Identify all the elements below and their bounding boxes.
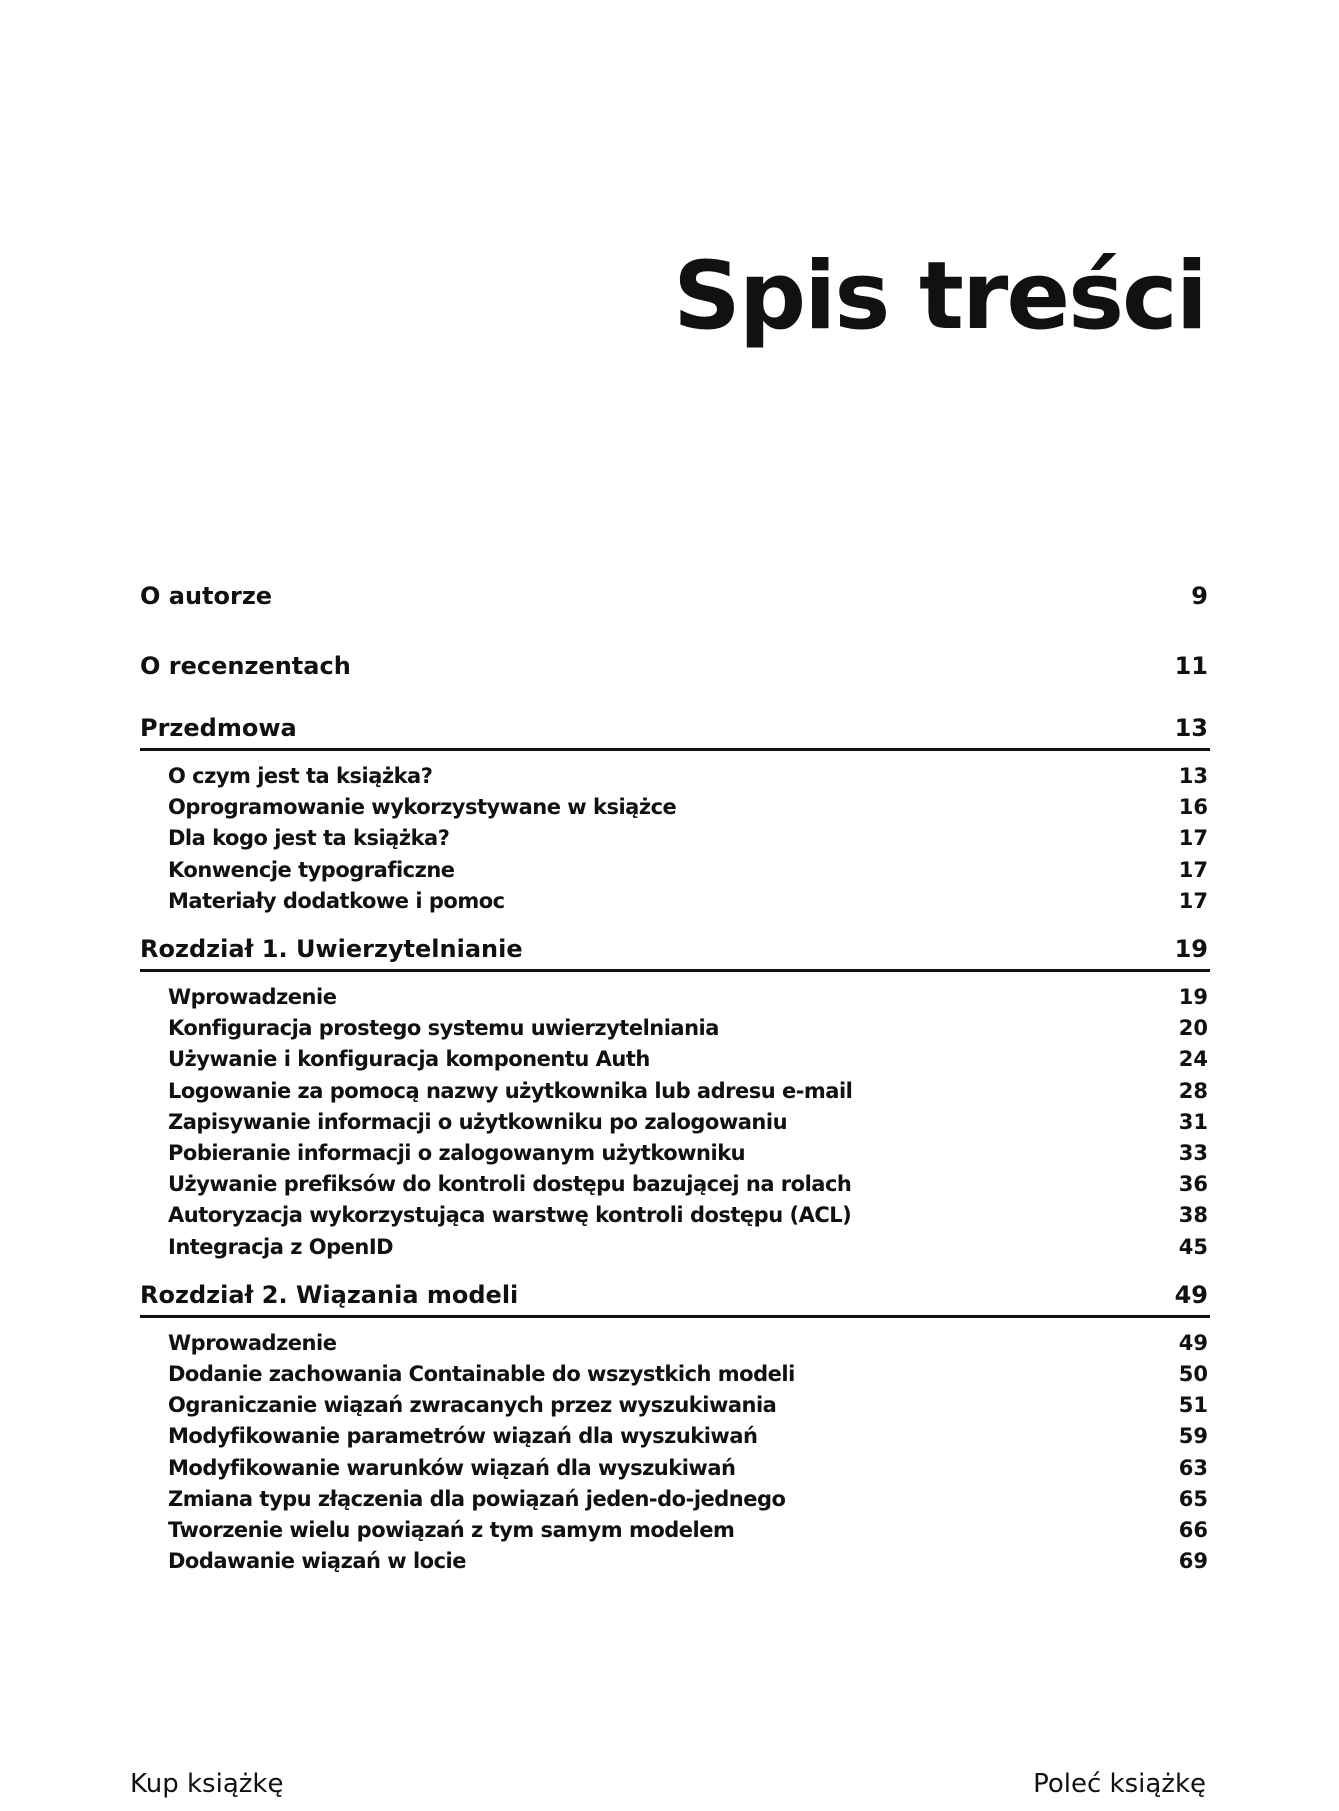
section-page: 45 [1178,1234,1208,1259]
section-title: Autoryzacja wykorzystująca warstwę kontroli dostępu (ACL) [168,1203,852,1228]
section-title: Wprowadzenie [168,985,337,1010]
section-page: 17 [1178,857,1208,882]
chapter-page: 19 [1174,935,1208,964]
toc-section [140,1484,1210,1515]
toc-section [140,1169,1210,1200]
toc-section [140,1328,1210,1359]
toc-section [140,761,1210,792]
section-page: 20 [1178,1016,1208,1041]
section-page: 31 [1178,1109,1208,1134]
chapter-page: 49 [1174,1280,1208,1309]
section-title: Zapisywanie informacji o użytkowniku po zalogowaniu [168,1109,788,1134]
toc-section [140,1359,1210,1390]
toc-entry-reviewers [140,640,1210,710]
toc-entry-label: O recenzentach [140,652,351,680]
toc-section [140,1107,1210,1138]
table-of-contents [140,570,1210,1591]
section-title: Logowanie za pomocą nazwy użytkownika lub adresu e-mail [168,1078,853,1103]
toc-section [140,855,1210,886]
section-page: 13 [1178,764,1208,788]
section-page: 66 [1178,1518,1208,1543]
section-title: Używanie prefiksów do kontroli dostępu bazującej na rolach [168,1172,852,1197]
section-title: Tworzenie wielu powiązań z tym samym modelem [168,1518,735,1543]
section-page: 28 [1178,1078,1208,1103]
toc-entry-label: O autorze [140,582,273,610]
section-page: 38 [1178,1203,1208,1228]
toc-section [140,1076,1210,1107]
section-title: Dodawanie wiązań w locie [168,1549,466,1574]
chapter-title: Rozdział 1. Uwierzytelnianie [140,935,523,964]
recommend-book-link[interactable]: Poleć książkę [1033,1769,1206,1799]
section-title: Integracja z OpenID [168,1234,394,1259]
chapter-title: Przedmowa [140,714,297,742]
chapter-title: Rozdział 2. Wiązania modeli [140,1280,519,1309]
section-page: 63 [1178,1455,1208,1480]
toc-section [140,1013,1210,1044]
section-page: 19 [1178,985,1208,1010]
section-page: 50 [1178,1362,1208,1387]
section-title: Używanie i konfiguracja komponentu Auth [168,1047,650,1072]
toc-section [140,1546,1210,1577]
toc-section [140,1138,1210,1169]
section-title: Zmiana typu złączenia dla powiązań jeden-do-jednego [168,1486,786,1511]
section-title: Wprowadzenie [168,1330,337,1355]
section-page: 65 [1178,1486,1208,1511]
toc-section [140,1044,1210,1075]
toc-section [140,1232,1210,1263]
section-title: Dla kogo jest ta książka? [168,826,450,851]
toc-section [140,1421,1210,1452]
toc-section [140,1515,1210,1546]
toc-chapter-2 [140,1277,1210,1578]
section-title: Dodanie zachowania Containable do wszystkich modeli [168,1362,795,1387]
section-page: 24 [1178,1047,1208,1072]
toc-section [140,982,1210,1013]
section-page: 33 [1178,1141,1208,1166]
toc-section [140,1390,1210,1421]
chapter-heading [140,931,1210,972]
toc-chapter-preface [140,710,1210,917]
section-title: O czym jest ta książka? [168,764,433,788]
section-title: Konwencje typograficzne [168,857,455,882]
buy-book-link[interactable]: Kup książkę [130,1769,284,1799]
page-title: Spis treści [673,242,1206,351]
section-page: 69 [1178,1549,1208,1574]
section-title: Modyfikowanie parametrów wiązań dla wyszukiwań [168,1424,758,1449]
section-page: 16 [1178,795,1208,820]
section-title: Ograniczanie wiązań zwracanych przez wyszukiwania [168,1393,777,1418]
section-title: Pobieranie informacji o zalogowanym użytkowniku [168,1141,746,1166]
toc-chapter-1 [140,931,1210,1263]
section-title: Konfiguracja prostego systemu uwierzytelniania [168,1016,719,1041]
section-page: 49 [1178,1330,1208,1355]
section-page: 17 [1178,826,1208,851]
section-page: 51 [1178,1393,1208,1418]
section-page: 36 [1178,1172,1208,1197]
toc-section [140,823,1210,854]
toc-entry-about-author [140,570,1210,640]
section-page: 17 [1178,888,1208,913]
chapter-page: 13 [1174,714,1208,742]
toc-section [140,1200,1210,1231]
toc-entry-page: 9 [1191,582,1208,610]
section-title: Oprogramowanie wykorzystywane w książce [168,795,677,820]
toc-entry-page: 11 [1174,652,1208,680]
section-page: 59 [1178,1424,1208,1449]
chapter-heading [140,710,1210,751]
section-title: Modyfikowanie warunków wiązań dla wyszukiwań [168,1455,736,1480]
section-title: Materiały dodatkowe i pomoc [168,888,505,913]
chapter-heading [140,1277,1210,1318]
toc-section [140,792,1210,823]
toc-section [140,886,1210,917]
toc-section [140,1453,1210,1484]
